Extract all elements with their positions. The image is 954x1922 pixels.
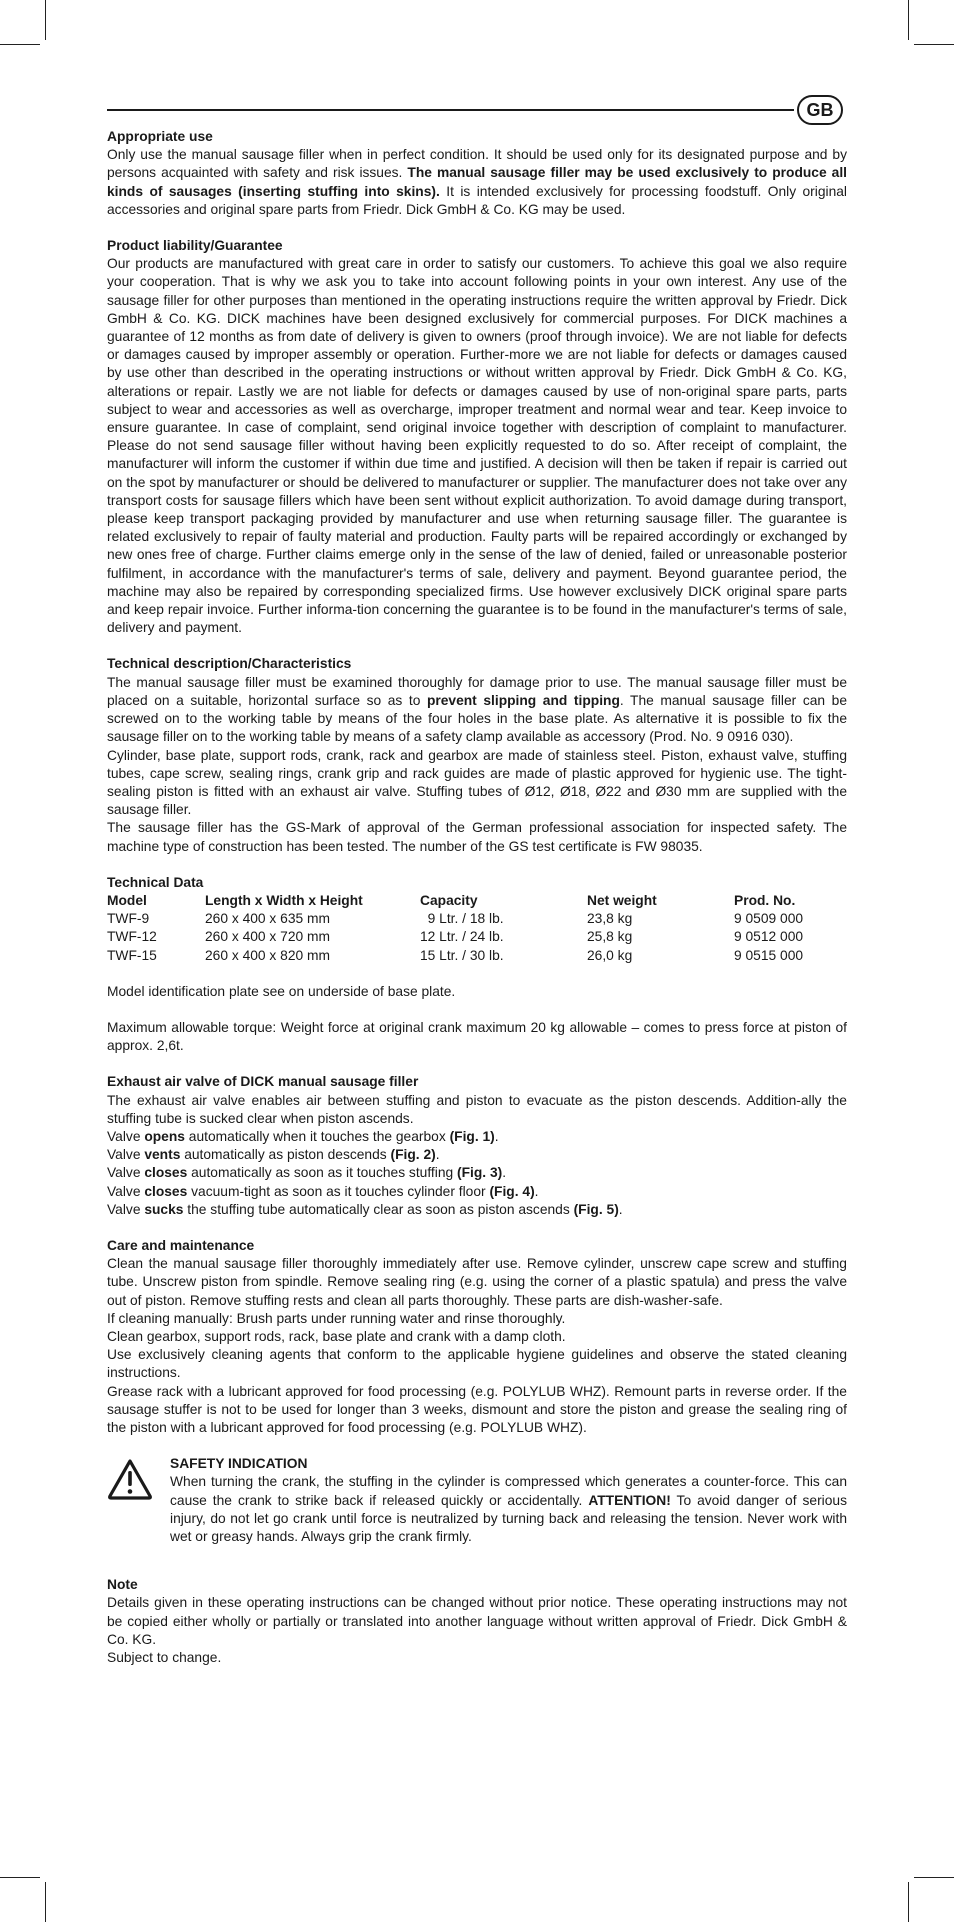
valve-line: Valve sucks the stuffing tube automatically clear as soon as piston ascends (Fig. 5). — [107, 1201, 623, 1217]
header-rule — [107, 109, 794, 111]
table-cell: TWF-12 — [107, 929, 157, 945]
section-text: The sausage filler has the GS-Mark of approval of the German professional association for inspected safety. The machine type of construction has been tested. The number of the GS test certificate is FW 98035. — [107, 820, 847, 854]
section-title: Technical description/Characteristics — [107, 656, 352, 672]
section-title: Appropriate use — [107, 129, 213, 144]
column-header: Model — [107, 892, 147, 908]
section-title: Technical Data — [107, 874, 204, 890]
section-text: Use exclusively cleaning agents that conform to the applicable hygiene guidelines and observe the stated cleaning instructions. — [107, 1347, 847, 1381]
section-text: Details given in these operating instructions can be changed without prior notice. These operating instructions may not be copied either wholly or partially or translated into another language without written approval of Friedr. Dick GmbH & Co. KG. — [107, 1595, 847, 1647]
section-care — [107, 1237, 847, 1437]
table-cell: 260 x 400 x 720 mm — [205, 929, 331, 945]
crop-mark — [914, 1877, 954, 1878]
safety-title: SAFETY INDICATION — [170, 1456, 308, 1472]
table-row — [107, 910, 847, 928]
column-header: Net weight — [587, 892, 657, 908]
language-badge: GB — [797, 95, 843, 125]
table-cell: 25,8 kg — [587, 929, 633, 945]
table-cell: 12 Ltr. / 24 lb. — [420, 929, 504, 945]
section-text: Only use the manual sausage filler when in perfect condition. It should be used only for its designated purpose and by persons acquainted with safety and risk issues. The manual sausage filler may be used exclusively to produce all kinds of sausages (inserting stuffing into skins). It is intended exclusively for processing foodstuff. Only original accessories and original spare parts from Friedr. Dick GmbH & Co. KG may be used. — [107, 147, 847, 217]
section-text: The exhaust air valve enables air between stuffing and piston to evacuate as the piston descends. Addition-ally the stuffing tube is sucked clear when piston ascends. — [107, 1092, 847, 1126]
section-text: Our products are manufactured with great care in order to satisfy our customers. To achieve this goal we also require your cooperation. That is why we ask you to take into account following points in your own interest. Any use of the sausage filler for other purposes than mentioned in the operating instructions require the written approval by Friedr. Dick GmbH & Co. KG. DICK machines have been designed exclusively for commercial purposes. For DICK machines a guarantee of 12 months as from date of delivery is given to owners (proof through invoice). We are not liable for defects or damages caused by improper assembly or operation. Further-more we are not liable for defects or damages caused by use other than described in the operating instructions or without written approval by Friedr. Dick GmbH & Co. KG, alterations or repair. Lastly we are not liable for defects or damages caused by use of non-original spare parts, parts subject to wear and accessories as well as overcharge, improper treatment and normal wear and tear. Keep invoice to ensure guarantee. In case of complaint, send original invoice together with description of complaint to manufacturer. Please do not send sausage filler without having been explicitly requested to do so. After receipt of complaint, the manufacturer will inform the customer if within due time and justified. A decision will then be taken if repair is carried out on the spot by manufacturer or should be delivered to manufacturer or supplier. The manufacturer does not take over any transport costs for sausage fillers which have been sent without explicit authorization. To avoid damage during transport, please keep transport packaging provided by manufacturer and use when returning sausage filler. The guarantee is related exclusively to repair of faulty material and production. Faulty parts will be repaired accordingly or exchanged by new ones free of charge. Further claims emerge only in the sense of the law of denied, failed or unreasonable posterior fulfilment, in accordance with the manufacturer's terms of sale, delivery and payment. Beyond guarantee period, the machine may also be repaired by corresponding specialized firms. Use however exclusively DICK original spare parts and keep repair invoice. Further informa-tion concerning the guarantee is to be found in the manufacturer's terms of sale, delivery and payment. — [107, 256, 847, 636]
safety-indication — [107, 1455, 847, 1546]
column-header: Prod. No. — [734, 892, 796, 908]
valve-line: Valve opens automatically when it touches the gearbox (Fig. 1). — [107, 1128, 499, 1144]
section-text: Cylinder, base plate, support rods, crank, rack and gearbox are made of stainless steel. Piston, exhaust valve, stuffing tubes, cape screw, sealing rings, crank grip and rack guides are made of plastic approved for hygienic use. The tight-sealing piston is fitted with an exhaust air valve. Stuffing tubes of Ø12, Ø18, Ø22 and Ø30 mm are supplied with the sausage filler. — [107, 747, 847, 818]
crop-mark — [0, 1877, 40, 1878]
section-liability — [107, 237, 847, 637]
crop-mark — [914, 44, 954, 45]
table-cell: 260 x 400 x 820 mm — [205, 947, 331, 963]
section-technical-data — [107, 874, 847, 965]
document-body — [107, 128, 847, 1685]
crop-mark — [45, 1882, 46, 1922]
table-cell: 23,8 kg — [587, 911, 633, 927]
section-text: Subject to change. — [107, 1650, 222, 1666]
section-appropriate-use — [107, 128, 847, 219]
table-cell: 15 Ltr. / 30 lb. — [420, 947, 504, 963]
table-cell: TWF-15 — [107, 947, 157, 963]
table-cell: 26,0 kg — [587, 947, 633, 963]
column-header: Length x Width x Height — [205, 892, 363, 908]
section-exhaust-valve — [107, 1073, 847, 1219]
column-header: Capacity — [420, 892, 478, 908]
crop-mark — [908, 1882, 909, 1922]
section-text: If cleaning manually: Brush parts under running water and rinse thoroughly. — [107, 1310, 566, 1326]
crop-mark — [908, 0, 909, 40]
table-row — [107, 928, 847, 946]
section-title: Care and maintenance — [107, 1237, 255, 1253]
section-text: The manual sausage filler must be examined thoroughly for damage prior to use. The manual sausage filler must be placed on a suitable, horizontal surface so as to prevent slipping and tipping. The manual sausage filler can be screwed on to the working table by means of the four holes in the base plate. As alternative it is possible to fix the sausage filler on to the working table by means of a safety clamp available as accessory (Prod. No. 9 0916 030). — [107, 674, 847, 745]
section-title: Product liability/Guarantee — [107, 238, 283, 254]
warning-triangle-icon — [107, 1458, 153, 1500]
table-cell: 260 x 400 x 635 mm — [205, 911, 331, 927]
table-cell: 9 0515 000 — [734, 947, 804, 963]
section-text: Grease rack with a lubricant approved for food processing (e.g. POLYLUB WHZ). Remount parts in reverse order. If the sausage stuffer is not to be used for longer than 3 weeks, dismount and store the piston and grease the sealing ring of the piston with a lubricant approved for food processing (e.g. POLYLUB WHZ). — [107, 1383, 847, 1435]
table-cell: 9 0512 000 — [734, 929, 804, 945]
plate-note: Model identification plate see on underside of base plate. — [107, 983, 456, 999]
crop-mark — [0, 44, 40, 45]
safety-text: When turning the crank, the stuffing in the cylinder is compressed which generates a counter-force. This can cause the crank to strike back if released quickly or accidentally. ATTENTION! To avoid danger of serious injury, do not let go crank until force is neutralized by turning back and releasing the tension. Never work with wet or greasy hands. Always grip the crank firmly. — [170, 1474, 847, 1545]
section-text: Clean the manual sausage filler thoroughly immediately after use. Remove cylinder, unscrew cape screw and stuffing tube. Unscrew piston from spindle. Remove sealing ring (e.g. using the corner of a plastic spatula) and press the valve out of piston. Remove stuffing rests and clean all parts thoroughly. These parts are dish-washer-safe. — [107, 1256, 847, 1308]
section-note — [107, 1576, 847, 1667]
table-cell: 9 0509 000 — [734, 911, 804, 927]
section-technical-description — [107, 655, 847, 855]
valve-line: Valve closes vacuum-tight as soon as it touches cylinder floor (Fig. 4). — [107, 1183, 539, 1199]
section-text: Clean gearbox, support rods, rack, base plate and crank with a damp cloth. — [107, 1328, 566, 1344]
section-title: Exhaust air valve of DICK manual sausage filler — [107, 1074, 419, 1090]
valve-line: Valve vents automatically as piston descends (Fig. 2). — [107, 1147, 440, 1163]
table-row — [107, 947, 847, 965]
table-cell: TWF-9 — [107, 911, 150, 927]
table-cell: 9 Ltr. / 18 lb. — [420, 911, 504, 927]
technical-data-table — [107, 892, 847, 965]
valve-line: Valve closes automatically as soon as it touches stuffing (Fig. 3). — [107, 1165, 507, 1181]
section-title: Note — [107, 1577, 138, 1593]
torque-note: Maximum allowable torque: Weight force at original crank maximum 20 kg allowable – comes to press force at piston of approx. 2,6t. — [107, 1019, 847, 1054]
crop-mark — [45, 0, 46, 40]
table-header-row — [107, 892, 847, 910]
